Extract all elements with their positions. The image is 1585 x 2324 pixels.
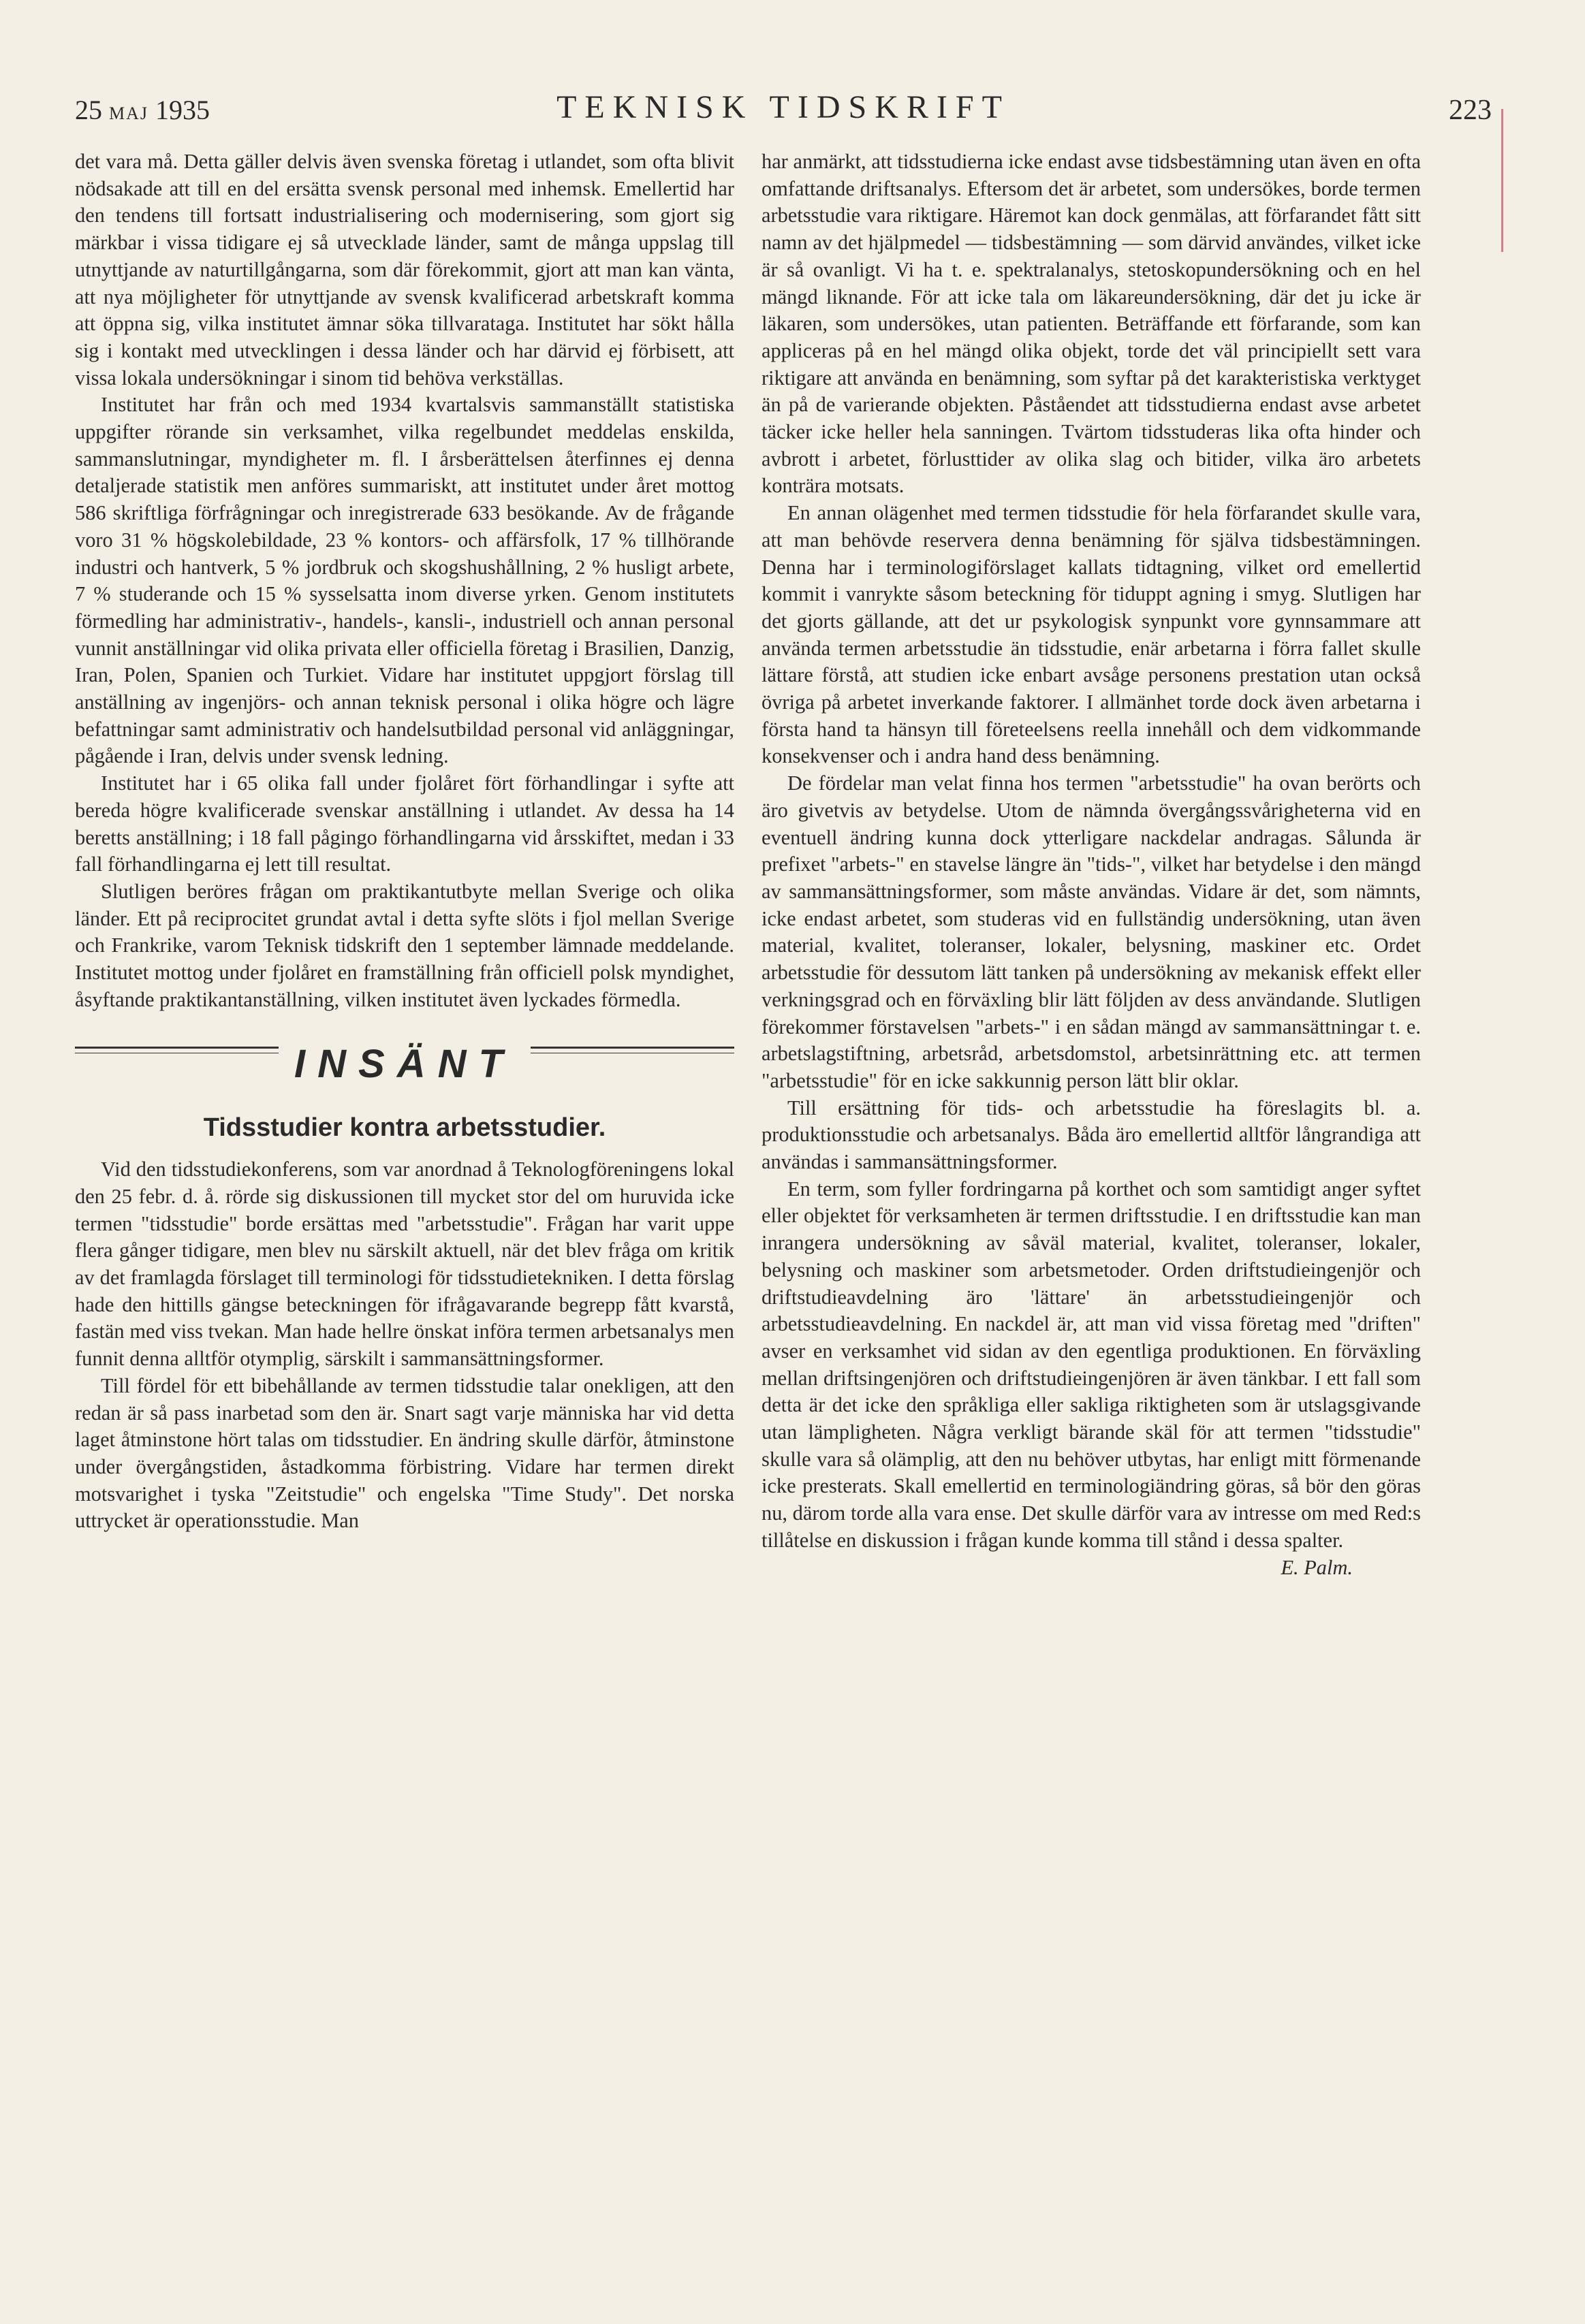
paragraph: Institutet har från och med 1934 kvartalsvis sammanställt statistiska uppgifter rörande sin verksamhet, vilka regelbundet meddelas enskilda, sammanslutningar, myndigheter m. fl. I årsberättelsen återfinnes ej denna detaljerade statistik men anföres summariskt, att institutet under året mottog 586 skriftliga förfrågningar och inregistrerade 633 besökande. Av de frågande voro 31 % högskolebildade, 23 % kontors- och affärsfolk, 17 % tillhörande industri och hantverk, 5 % jordbruk och skogshushållning, 2 % husligt arbete, 7 % studerande och 15 % sysselsatta inom diverse yrken. Genom institutets förmedling har administrativ-, handels-, kansli-, industriell och annan personal vunnit anställningar vid olika privata eller officiella företag i Brasilien, Danzig, Iran, Polen, Spanien och Turkiet. Vidare har institutet uppgjort förslag till anställning av ingenjörs- och annan teknisk personal i olika högre och lägre befattningar samt administrativ och handelsutbildad personal vid anläggningar, pågående i Iran, delvis under svensk ledning.	[75, 393, 734, 768]
paragraph: En term, som fyller fordringarna på korthet och som samtidigt anger syftet eller objektet för verksamheten är termen driftsstudie. I en driftsstudie kan man inrangera undersökning av såväl material, kvalitet, toleranser, lokaler, belysning och maskiner som arbetsmetoder. Orden driftstudieingenjör och driftstudieavdelning äro 'lättare' än arbetsstudieingenjör och arbetsstudieavdelning. En nackdel är, att man vid vissa företag med "driften" avser en verksamhet vid sidan av den egentliga produktionen. En förväxling mellan driftsingenjören och driftstudieingenjören är även tänkbar. I ett fall som detta är det icke den språkliga eller sakliga riktigheten som är utslagsgivande utan lämpligheten. Några verkligt bärande skäl för att termen "tidsstudie" skulle vara så olämplig, att den nu behöver utbytas, har enligt mitt förmenande icke presterats. Skall emellertid en terminologiändring göras, så bör den göras nu, därom torde alla vara ense. Det skulle därför vara av intresse om med Red:s tillåtelse en diskussion i frågan kunde komma till stånd i dessa spalter.	[762, 1177, 1421, 1552]
section-heading: INSÄNT	[279, 1037, 531, 1092]
paragraph: Institutet har i 65 olika fall under fjolåret fört förhandlingar i syfte att bereda högre kvalificerade svenskar anställning i utlandet. Av dessa ha 14 beretts anställning; i 18 fall pågingo förhandlingarna vid årsskiftet, medan i 33 fall förhandlingarna ej lett till resultat.	[75, 771, 734, 876]
page-number: 223	[1449, 95, 1492, 126]
paragraph: det vara må. Detta gäller delvis även svenska företag i utlandet, som ofta blivit nödsakade att till en del ersätta svensk personal med inhemsk. Emellertid har den tendens till fortsatt industrialisering och modernisering, som gjort sig märkbar i vissa tidigare ej så utvecklade länder, samt de många uppslag till utnyttjande av naturtillgångarna, som där förekommit, gjort att man kan vänta, att nya möjligheter för utnyttjande av svensk kvalificerad arbetskraft komma att öppna sig, vilka institutet ämnar söka tillvarataga. Institutet har sökt hålla sig i kontakt med utvecklingen i dessa länder och har därvid ej förbisett, att vissa lokala undersökningar i sinom tid behöva verkställas.	[75, 150, 734, 389]
date-month: MAJ	[109, 104, 149, 123]
paragraph: Slutligen beröres frågan om praktikantutbyte mellan Sverige och olika länder. Ett på reciprocitet grundat avtal i detta syfte slöts i fjol mellan Sverige och Frankrike, varom Teknisk tidskrift den 1 september lämnade meddelande. Institutet mottog under fjolåret en framställning från officiell polsk myndighet, åsyftande praktikantanställning, vilken institutet även lyckades förmedla.	[75, 879, 734, 1011]
journal-title: TEKNISK TIDSKRIFT	[556, 89, 1010, 125]
date-year: 1935	[155, 95, 210, 125]
signature: E. Palm.	[1281, 1555, 1353, 1579]
paragraph: Vid den tidsstudiekonferens, som var anordnad å Teknologföreningens lokal den 25 febr. d. å. rörde sig diskussionen till mycket stor del om huruvida icke termen "tidsstudie" borde ersättas med "arbetsstudie". Frågan har varit uppe flera gånger tidigare, men blev nu särskilt aktuell, när det blev fråga om kritik av det framlagda förslaget till terminologi för tidsstudietekniken. I detta förslag hade den hittills gängse beteckningen för ifrågavarande begrepp fått kvarstå, fastän med viss tvekan. Man hade hellre önskat införa termen arbetsanalys men funnit denna alltför otymplig, särskilt i sammansättningsformer.	[75, 1158, 734, 1371]
article-title: Tidsstudier kontra arbetsstudier.	[203, 1113, 606, 1142]
paragraph: Till fördel för ett bibehållande av termen tidsstudie talar onekligen, att den redan är så pass inarbetad som den är. Snart sagt varje människa har vid detta laget åtminstone hört talas om tidsstudier. En ändring skulle därför, åtminstone under övergångstiden, åstadkomma förbistring. Vidare har termen direkt motsvarighet i tyska "Zeitstudie" och engelska "Time Study". Det norska uttrycket är operationsstudie. Man	[75, 1373, 734, 1533]
paragraph: Till ersättning för tids- och arbetsstudie ha föreslagits bl. a. produktionsstudie och arbetsanalys. Båda äro emellertid alltför långrandiga att användas i sammansättningsformer.	[762, 1096, 1421, 1174]
paragraph: En annan olägenhet med termen tidsstudie för hela förfarandet skulle vara, att man behövde reservera denna benämning för själva tidsbestämningen. Denna har i terminologiförslaget kallats tidtagning, vilket ord emellertid kommit i vanrykte såsom beteckning för tiduppt agning i smyg. Slutligen har det gjorts gällande, att det ur psykologisk synpunkt vore gynnsammare att använda termen arbetsstudie än tidsstudie, enär arbetarna i förra fallet skulle lättare förstå, att studien icke enbart avsåge personens prestation utan också övriga på arbetet inverkande faktorer. I allmänhet torde dock även arbetarna i första hand ta hänsyn till företeelsens reella innehåll och dem vidkommande konsekvenser och i andra hand dess benämning.	[762, 501, 1421, 768]
left-column	[75, 148, 734, 1535]
paragraph: De fördelar man velat finna hos termen "arbetsstudie" ha ovan berörts och äro givetvis av betydelse. Utom de nämnda övergångssvårigheterna vid en eventuell ändring kunna dock ytterligare nackdelar andragas. Sålunda är prefixet "arbets-" en stavelse längre än "tids-", vilket har betydelse i den mängd av sammansättningsformer, som måste användas. Vidare är det, som nämnts, icke endast arbetet, som studeras vid en fullständig undersökning, utan även material, kvalitet, toleranser, lokaler, belysning, maskiner etc. Ordet arbetsstudie för dessutom lätt tanken på undersökning av mekanisk effekt eller verkningsgrad och en förväxling blir lätt följden av dess användande. Slutligen förekommer förstavelsen "arbets-" i en sådan mängd av sammansättningar t. e. arbetslagstiftning, arbetsråd, arbetsdomstol, arbetsinrättning etc. att termen "arbetsstudie" för en icke sakkunnig person lätt blir oklar.	[762, 771, 1421, 1092]
page-header	[75, 89, 1492, 136]
paragraph: har anmärkt, att tidsstudierna icke endast avse tidsbestämning utan även en ofta omfattande driftsanalys. Eftersom det är arbetet, som undersökes, borde termen arbetsstudie vara riktigare. Häremot kan dock genmälas, att förfarandet fått sitt namn av det hjälpmedel — tidsbestämning — som därvid användes, vilket icke är så ovanligt. Vi ha t. e. spektralanalys, stetoskopundersökning och en hel mängd liknande. För att icke tala om läkareundersökning, där det ju icke är läkaren, som undersökes, utan patienten. Beträffande ett förfarande, som kan appliceras på en hel mängd olika objekt, torde det väl principiellt sett vara riktigare att använda en benämning, som syftar på det karakteristiska verktyget än på de varierande objekten. Påståendet att tidsstudierna endast avse arbetet täcker icke heller hela sanningen. Tvärtom tidsstuderas lika ofta hinder och avbrott i arbetet, förlusttider av olika slag och bitider, vilka äro arbetets konträra motsats.	[762, 150, 1421, 498]
margin-pencil-mark	[1501, 109, 1503, 252]
right-column	[762, 148, 1421, 1581]
date-day: 25	[75, 95, 102, 125]
